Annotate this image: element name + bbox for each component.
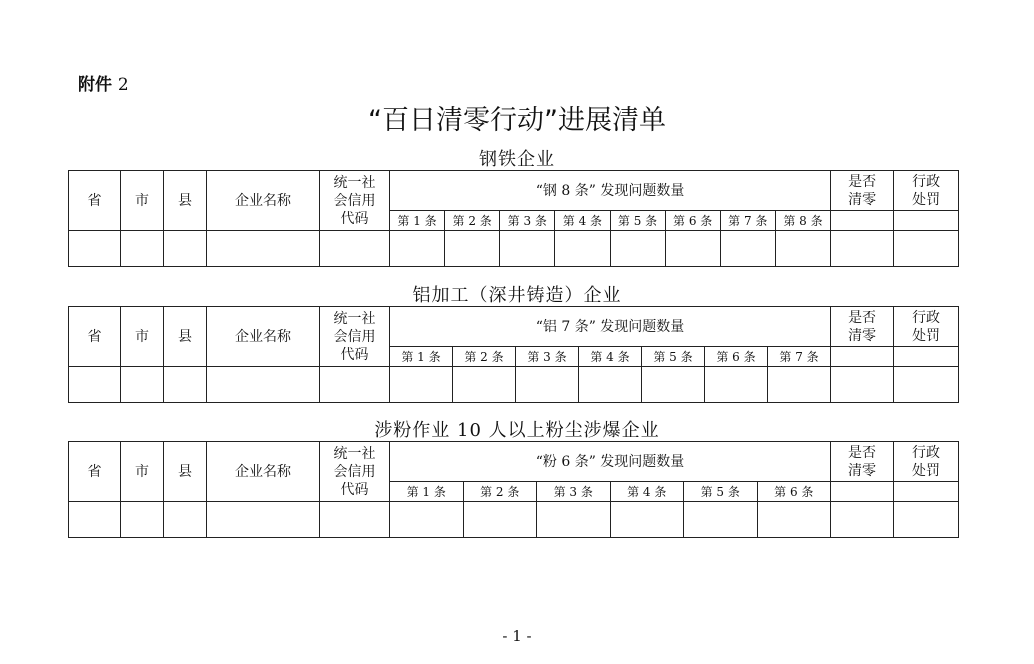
table-cell	[775, 231, 830, 267]
issues-count-header: “粉 6 条” 发现问题数量	[390, 442, 831, 482]
table-cell	[720, 231, 775, 267]
cleared-sub-cell	[831, 347, 894, 367]
city-header: 市	[121, 307, 164, 367]
company-name-header: 企业名称	[207, 307, 320, 367]
table-row	[69, 231, 959, 267]
table-cell	[69, 502, 121, 538]
table-cell	[207, 231, 320, 267]
credit-code-header	[320, 307, 390, 367]
table-cell	[831, 231, 894, 267]
table-cell	[121, 231, 164, 267]
item-column-header: 第 4 条	[555, 211, 610, 231]
header-line: 处罚	[912, 327, 941, 344]
item-column-header: 第 4 条	[610, 482, 684, 502]
table-cell	[500, 231, 555, 267]
county-header: 县	[164, 307, 207, 367]
table-cell	[390, 231, 445, 267]
header-line: 代码	[340, 481, 369, 498]
header-line: 代码	[340, 210, 369, 227]
table-cell	[665, 231, 720, 267]
table-cell	[320, 502, 390, 538]
city-header: 市	[121, 442, 164, 502]
item-column-header: 第 5 条	[642, 347, 705, 367]
penalty-header	[894, 307, 959, 347]
item-column-header: 第 1 条	[390, 482, 464, 502]
table-cell	[390, 367, 453, 403]
table-cell	[894, 231, 959, 267]
item-column-header: 第 2 条	[453, 347, 516, 367]
cleared-header	[831, 442, 894, 482]
attachment-text: 附件	[78, 75, 112, 95]
table-cell	[516, 367, 579, 403]
table-cell	[453, 367, 516, 403]
county-header: 县	[164, 442, 207, 502]
table-cell	[579, 367, 642, 403]
province-header: 省	[69, 442, 121, 502]
item-column-header: 第 3 条	[537, 482, 611, 502]
table-cell	[831, 502, 894, 538]
issues-count-header: “铝 7 条” 发现问题数量	[390, 307, 831, 347]
page-number: - 1 -	[502, 627, 532, 645]
header-line: 会信用	[333, 328, 376, 345]
item-column-header: 第 2 条	[463, 482, 537, 502]
item-column-header: 第 6 条	[665, 211, 720, 231]
item-column-header: 第 6 条	[705, 347, 768, 367]
table-cell	[768, 367, 831, 403]
table-row	[69, 502, 959, 538]
city-header: 市	[121, 171, 164, 231]
credit-code-header	[320, 442, 390, 502]
attachment-number: 2	[117, 75, 129, 95]
table-cell	[390, 502, 464, 538]
penalty-sub-cell	[894, 211, 959, 231]
table-cell	[705, 367, 768, 403]
header-line: 清零	[848, 327, 877, 344]
progress-table	[68, 306, 959, 403]
table-cell	[831, 367, 894, 403]
table-cell	[537, 502, 611, 538]
progress-table	[68, 170, 959, 267]
item-column-header: 第 3 条	[500, 211, 555, 231]
table-cell	[757, 502, 831, 538]
table-cell	[164, 502, 207, 538]
item-column-header: 第 7 条	[768, 347, 831, 367]
credit-code-header	[320, 171, 390, 231]
table-cell	[445, 231, 500, 267]
table-cell	[642, 367, 705, 403]
header-line: 统一社	[333, 445, 376, 462]
table-header-row	[69, 442, 959, 482]
table-cell	[164, 231, 207, 267]
table-cell	[610, 231, 665, 267]
table-cell	[894, 367, 959, 403]
company-name-header: 企业名称	[207, 171, 320, 231]
issues-count-header: “钢 8 条” 发现问题数量	[390, 171, 831, 211]
header-line: 是否	[848, 173, 877, 190]
header-line: 清零	[848, 462, 877, 479]
table-cell	[121, 502, 164, 538]
header-line: 处罚	[912, 462, 941, 479]
table-header-row	[69, 307, 959, 347]
progress-table	[68, 441, 959, 538]
table-cell	[463, 502, 537, 538]
header-line: 会信用	[333, 192, 376, 209]
table-cell	[69, 231, 121, 267]
table-cell	[320, 367, 390, 403]
header-line: 统一社	[333, 310, 376, 327]
header-line: 会信用	[333, 463, 376, 480]
item-column-header: 第 1 条	[390, 347, 453, 367]
table-cell	[207, 502, 320, 538]
table-cell	[684, 502, 758, 538]
section-title: 涉粉作业 10 人以上粉尘涉爆企业	[374, 420, 660, 441]
section-title: 铝加工（深井铸造）企业	[412, 285, 622, 306]
cleared-header	[831, 171, 894, 211]
penalty-sub-cell	[894, 347, 959, 367]
header-line: 处罚	[912, 191, 941, 208]
item-column-header: 第 5 条	[684, 482, 758, 502]
table-cell	[121, 367, 164, 403]
header-line: 是否	[848, 444, 877, 461]
header-line: 行政	[912, 173, 941, 190]
county-header: 县	[164, 171, 207, 231]
item-column-header: 第 1 条	[390, 211, 445, 231]
table-row	[69, 367, 959, 403]
cleared-sub-cell	[831, 482, 894, 502]
table-cell	[69, 367, 121, 403]
cleared-header	[831, 307, 894, 347]
header-line: 清零	[848, 191, 877, 208]
item-column-header: 第 7 条	[720, 211, 775, 231]
table-header-row	[69, 171, 959, 211]
header-line: 行政	[912, 309, 941, 326]
table-cell	[207, 367, 320, 403]
province-header: 省	[69, 307, 121, 367]
item-column-header: 第 3 条	[516, 347, 579, 367]
penalty-header	[894, 171, 959, 211]
header-line: 行政	[912, 444, 941, 461]
cleared-sub-cell	[831, 211, 894, 231]
table-cell	[320, 231, 390, 267]
document-title: “百日清零行动”进展清单	[368, 105, 666, 136]
table-cell	[610, 502, 684, 538]
company-name-header: 企业名称	[207, 442, 320, 502]
header-line: 统一社	[333, 174, 376, 191]
header-line: 代码	[340, 346, 369, 363]
item-column-header: 第 8 条	[775, 211, 830, 231]
header-line: 是否	[848, 309, 877, 326]
province-header: 省	[69, 171, 121, 231]
item-column-header: 第 4 条	[579, 347, 642, 367]
penalty-sub-cell	[894, 482, 959, 502]
penalty-header	[894, 442, 959, 482]
table-cell	[894, 502, 959, 538]
item-column-header: 第 6 条	[757, 482, 831, 502]
table-cell	[164, 367, 207, 403]
attachment-label	[78, 70, 129, 95]
item-column-header: 第 2 条	[445, 211, 500, 231]
section-title: 钢铁企业	[479, 149, 555, 170]
item-column-header: 第 5 条	[610, 211, 665, 231]
table-cell	[555, 231, 610, 267]
